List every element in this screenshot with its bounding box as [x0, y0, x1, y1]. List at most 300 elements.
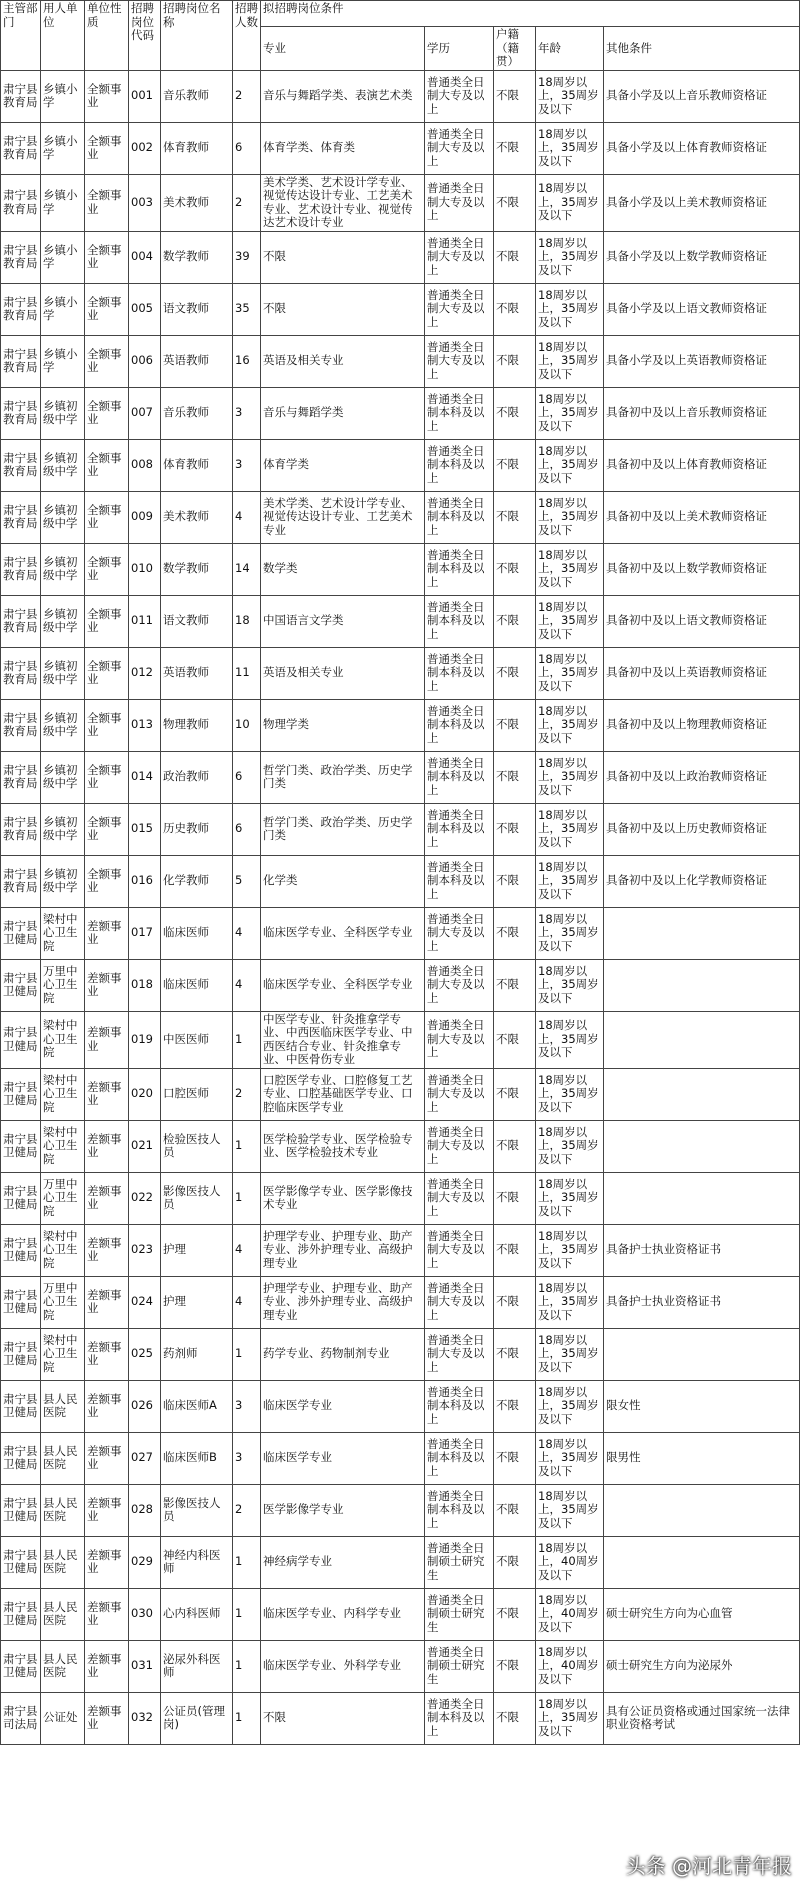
- cell-education: 普通类全日制本科及以上: [425, 1380, 494, 1432]
- cell-huji: 不限: [494, 855, 536, 907]
- cell-nature: 差额事业: [85, 959, 129, 1011]
- table-row: [1, 1484, 800, 1536]
- cell-count: 6: [233, 122, 261, 174]
- table-row: [1, 1588, 800, 1640]
- cell-age: 18周岁以上，35周岁及以下: [536, 122, 604, 174]
- cell-education: 普通类全日制本科及以上: [425, 699, 494, 751]
- cell-huji: 不限: [494, 543, 536, 595]
- cell-education: 普通类全日制本科及以上: [425, 1432, 494, 1484]
- cell-code: 020: [129, 1068, 161, 1120]
- cell-nature: 全额事业: [85, 122, 129, 174]
- cell-count: 1: [233, 1120, 261, 1172]
- cell-code: 004: [129, 231, 161, 283]
- cell-age: 18周岁以上，35周岁及以下: [536, 907, 604, 959]
- cell-code: 021: [129, 1120, 161, 1172]
- cell-huji: 不限: [494, 335, 536, 387]
- cell-age: 18周岁以上，40周岁及以下: [536, 1588, 604, 1640]
- cell-position: 临床医师: [161, 907, 233, 959]
- table-row: [1, 959, 800, 1011]
- cell-major: 体育学类、体育类: [261, 122, 425, 174]
- cell-count: 1: [233, 1536, 261, 1588]
- cell-position: 中医医师: [161, 1011, 233, 1068]
- cell-dept: 肃宁县卫健局: [1, 1172, 41, 1224]
- cell-count: 16: [233, 335, 261, 387]
- cell-nature: 全额事业: [85, 231, 129, 283]
- cell-other: 具备初中及以上语文教师资格证: [604, 595, 800, 647]
- table-row: [1, 907, 800, 959]
- cell-code: 026: [129, 1380, 161, 1432]
- cell-position: 护理: [161, 1276, 233, 1328]
- cell-education: 普通类全日制大专及以上: [425, 1224, 494, 1276]
- cell-unit: 乡镇初级中学: [41, 387, 85, 439]
- cell-position: 历史教师: [161, 803, 233, 855]
- cell-dept: 肃宁县教育局: [1, 543, 41, 595]
- cell-dept: 肃宁县教育局: [1, 335, 41, 387]
- table-row: [1, 1432, 800, 1484]
- cell-unit: 县人民医院: [41, 1588, 85, 1640]
- cell-major: 不限: [261, 283, 425, 335]
- cell-huji: 不限: [494, 1172, 536, 1224]
- cell-nature: 差额事业: [85, 1224, 129, 1276]
- header-code: 招聘岗位代码: [129, 1, 161, 71]
- table-row: [1, 751, 800, 803]
- cell-unit: 乡镇小学: [41, 122, 85, 174]
- cell-position: 音乐教师: [161, 387, 233, 439]
- cell-other: 硕士研究生方向为泌尿外: [604, 1640, 800, 1692]
- cell-age: 18周岁以上，35周岁及以下: [536, 1692, 604, 1744]
- cell-position: 护理: [161, 1224, 233, 1276]
- cell-huji: 不限: [494, 231, 536, 283]
- cell-code: 012: [129, 647, 161, 699]
- cell-code: 029: [129, 1536, 161, 1588]
- cell-age: 18周岁以上，35周岁及以下: [536, 699, 604, 751]
- cell-count: 18: [233, 595, 261, 647]
- cell-position: 临床医师B: [161, 1432, 233, 1484]
- cell-major: 体育学类: [261, 439, 425, 491]
- table-row: [1, 803, 800, 855]
- cell-education: 普通类全日制大专及以上: [425, 335, 494, 387]
- cell-code: 017: [129, 907, 161, 959]
- cell-nature: 全额事业: [85, 283, 129, 335]
- cell-count: 4: [233, 959, 261, 1011]
- cell-dept: 肃宁县卫健局: [1, 1011, 41, 1068]
- cell-other: 具备初中及以上化学教师资格证: [604, 855, 800, 907]
- cell-count: 3: [233, 387, 261, 439]
- cell-other: [604, 1484, 800, 1536]
- cell-position: 公证员(管理岗): [161, 1692, 233, 1744]
- cell-code: 007: [129, 387, 161, 439]
- cell-education: 普通类全日制本科及以上: [425, 595, 494, 647]
- cell-position: 数学教师: [161, 231, 233, 283]
- cell-major: 音乐与舞蹈学类: [261, 387, 425, 439]
- cell-unit: 万里中心卫生院: [41, 1172, 85, 1224]
- cell-huji: 不限: [494, 491, 536, 543]
- cell-dept: 肃宁县卫健局: [1, 1224, 41, 1276]
- cell-other: 硕士研究生方向为心血管: [604, 1588, 800, 1640]
- cell-huji: 不限: [494, 699, 536, 751]
- cell-age: 18周岁以上，35周岁及以下: [536, 439, 604, 491]
- cell-education: 普通类全日制本科及以上: [425, 543, 494, 595]
- cell-code: 003: [129, 174, 161, 231]
- cell-education: 普通类全日制大专及以上: [425, 70, 494, 122]
- cell-huji: 不限: [494, 1432, 536, 1484]
- cell-other: 具备小学及以上美术教师资格证: [604, 174, 800, 231]
- cell-dept: 肃宁县教育局: [1, 803, 41, 855]
- cell-dept: 肃宁县卫健局: [1, 1380, 41, 1432]
- cell-huji: 不限: [494, 122, 536, 174]
- cell-code: 028: [129, 1484, 161, 1536]
- cell-other: [604, 1068, 800, 1120]
- cell-dept: 肃宁县教育局: [1, 439, 41, 491]
- cell-count: 1: [233, 1011, 261, 1068]
- cell-age: 18周岁以上，35周岁及以下: [536, 1224, 604, 1276]
- cell-dept: 肃宁县教育局: [1, 283, 41, 335]
- cell-unit: 梁村中心卫生院: [41, 907, 85, 959]
- cell-other: 具备护士执业资格证书: [604, 1276, 800, 1328]
- cell-huji: 不限: [494, 387, 536, 439]
- cell-unit: 梁村中心卫生院: [41, 1120, 85, 1172]
- cell-code: 014: [129, 751, 161, 803]
- table-row: [1, 1068, 800, 1120]
- cell-count: 4: [233, 491, 261, 543]
- cell-education: 普通类全日制大专及以上: [425, 1172, 494, 1224]
- cell-position: 体育教师: [161, 122, 233, 174]
- cell-major: 临床医学专业、内科学专业: [261, 1588, 425, 1640]
- cell-nature: 差额事业: [85, 1692, 129, 1744]
- cell-code: 022: [129, 1172, 161, 1224]
- table-row: [1, 439, 800, 491]
- cell-huji: 不限: [494, 595, 536, 647]
- cell-education: 普通类全日制本科及以上: [425, 647, 494, 699]
- cell-education: 普通类全日制大专及以上: [425, 907, 494, 959]
- cell-position: 泌尿外科医师: [161, 1640, 233, 1692]
- cell-major: 护理学专业、护理专业、助产专业、涉外护理专业、高级护理专业: [261, 1224, 425, 1276]
- cell-nature: 差额事业: [85, 1276, 129, 1328]
- cell-count: 1: [233, 1692, 261, 1744]
- cell-education: 普通类全日制本科及以上: [425, 803, 494, 855]
- cell-count: 1: [233, 1640, 261, 1692]
- cell-major: 临床医学专业、全科医学专业: [261, 907, 425, 959]
- cell-education: 普通类全日制本科及以上: [425, 491, 494, 543]
- cell-nature: 全额事业: [85, 855, 129, 907]
- cell-dept: 肃宁县教育局: [1, 595, 41, 647]
- cell-dept: 肃宁县卫健局: [1, 1068, 41, 1120]
- cell-unit: 公证处: [41, 1692, 85, 1744]
- cell-other: 具备小学及以上体育教师资格证: [604, 122, 800, 174]
- table-row: [1, 1172, 800, 1224]
- cell-count: 2: [233, 174, 261, 231]
- cell-nature: 差额事业: [85, 907, 129, 959]
- cell-huji: 不限: [494, 1011, 536, 1068]
- table-row: [1, 1224, 800, 1276]
- table-row: [1, 1120, 800, 1172]
- cell-nature: 差额事业: [85, 1536, 129, 1588]
- cell-other: 具备小学及以上数学教师资格证: [604, 231, 800, 283]
- cell-dept: 肃宁县教育局: [1, 751, 41, 803]
- cell-count: 2: [233, 1068, 261, 1120]
- cell-age: 18周岁以上，35周岁及以下: [536, 231, 604, 283]
- cell-huji: 不限: [494, 174, 536, 231]
- cell-other: 具备初中及以上物理教师资格证: [604, 699, 800, 751]
- cell-unit: 县人民医院: [41, 1640, 85, 1692]
- table-row: [1, 595, 800, 647]
- cell-code: 005: [129, 283, 161, 335]
- cell-huji: 不限: [494, 803, 536, 855]
- cell-education: 普通类全日制本科及以上: [425, 439, 494, 491]
- cell-count: 1: [233, 1328, 261, 1380]
- cell-education: 普通类全日制本科及以上: [425, 855, 494, 907]
- cell-position: 物理教师: [161, 699, 233, 751]
- cell-nature: 差额事业: [85, 1172, 129, 1224]
- table-row: [1, 1692, 800, 1744]
- cell-age: 18周岁以上，35周岁及以下: [536, 283, 604, 335]
- cell-other: 限男性: [604, 1432, 800, 1484]
- cell-nature: 差额事业: [85, 1484, 129, 1536]
- cell-age: 18周岁以上，35周岁及以下: [536, 1011, 604, 1068]
- cell-huji: 不限: [494, 283, 536, 335]
- cell-unit: 县人民医院: [41, 1484, 85, 1536]
- cell-age: 18周岁以上，35周岁及以下: [536, 959, 604, 1011]
- cell-unit: 乡镇小学: [41, 70, 85, 122]
- cell-nature: 全额事业: [85, 595, 129, 647]
- cell-education: 普通类全日制硕士研究生: [425, 1536, 494, 1588]
- cell-nature: 差额事业: [85, 1380, 129, 1432]
- cell-other: 具备小学及以上英语教师资格证: [604, 335, 800, 387]
- cell-other: 具备初中及以上数学教师资格证: [604, 543, 800, 595]
- header-count: 招聘人数: [233, 1, 261, 71]
- cell-nature: 全额事业: [85, 174, 129, 231]
- cell-dept: 肃宁县卫健局: [1, 1484, 41, 1536]
- cell-dept: 肃宁县教育局: [1, 699, 41, 751]
- cell-unit: 梁村中心卫生院: [41, 1328, 85, 1380]
- cell-code: 024: [129, 1276, 161, 1328]
- cell-code: 027: [129, 1432, 161, 1484]
- cell-nature: 差额事业: [85, 1068, 129, 1120]
- cell-age: 18周岁以上，35周岁及以下: [536, 855, 604, 907]
- cell-age: 18周岁以上，35周岁及以下: [536, 1328, 604, 1380]
- cell-other: 具备初中及以上政治教师资格证: [604, 751, 800, 803]
- cell-age: 18周岁以上，40周岁及以下: [536, 1536, 604, 1588]
- cell-unit: 乡镇小学: [41, 283, 85, 335]
- cell-count: 2: [233, 70, 261, 122]
- header-nature: 单位性质: [85, 1, 129, 71]
- cell-unit: 县人民医院: [41, 1432, 85, 1484]
- cell-education: 普通类全日制本科及以上: [425, 1484, 494, 1536]
- cell-age: 18周岁以上，35周岁及以下: [536, 803, 604, 855]
- cell-unit: 乡镇小学: [41, 335, 85, 387]
- cell-position: 音乐教师: [161, 70, 233, 122]
- cell-count: 4: [233, 907, 261, 959]
- cell-major: 英语及相关专业: [261, 647, 425, 699]
- cell-position: 临床医师A: [161, 1380, 233, 1432]
- cell-major: 中医学专业、针灸推拿学专业、中西医临床医学专业、中西医结合专业、针灸推拿专业、中医骨伤专业: [261, 1011, 425, 1068]
- cell-education: 普通类全日制硕士研究生: [425, 1588, 494, 1640]
- cell-huji: 不限: [494, 647, 536, 699]
- cell-huji: 不限: [494, 1588, 536, 1640]
- cell-count: 35: [233, 283, 261, 335]
- cell-huji: 不限: [494, 1484, 536, 1536]
- cell-code: 008: [129, 439, 161, 491]
- cell-major: 物理学类: [261, 699, 425, 751]
- cell-other: 具备小学及以上音乐教师资格证: [604, 70, 800, 122]
- cell-major: 数学类: [261, 543, 425, 595]
- cell-major: 临床医学专业、全科医学专业: [261, 959, 425, 1011]
- table-row: [1, 1276, 800, 1328]
- cell-huji: 不限: [494, 1640, 536, 1692]
- cell-major: 临床医学专业: [261, 1380, 425, 1432]
- cell-nature: 差额事业: [85, 1640, 129, 1692]
- cell-count: 11: [233, 647, 261, 699]
- table-row: [1, 1328, 800, 1380]
- header-unit: 用人单位: [41, 1, 85, 71]
- table-row: [1, 174, 800, 231]
- cell-age: 18周岁以上，35周岁及以下: [536, 1276, 604, 1328]
- cell-huji: 不限: [494, 70, 536, 122]
- cell-dept: 肃宁县卫健局: [1, 1276, 41, 1328]
- cell-major: 美术学类、艺术设计学专业、视觉传达设计专业、工艺美术专业、艺术设计专业、视觉传达艺术设计专业: [261, 174, 425, 231]
- cell-count: 3: [233, 439, 261, 491]
- cell-code: 018: [129, 959, 161, 1011]
- cell-unit: 梁村中心卫生院: [41, 1011, 85, 1068]
- cell-count: 6: [233, 751, 261, 803]
- cell-position: 神经内科医师: [161, 1536, 233, 1588]
- table-row: [1, 1640, 800, 1692]
- cell-unit: 梁村中心卫生院: [41, 1224, 85, 1276]
- cell-nature: 全额事业: [85, 751, 129, 803]
- cell-other: 具备初中及以上美术教师资格证: [604, 491, 800, 543]
- cell-position: 英语教师: [161, 335, 233, 387]
- cell-other: [604, 1536, 800, 1588]
- cell-dept: 肃宁县卫健局: [1, 1432, 41, 1484]
- cell-dept: 肃宁县教育局: [1, 174, 41, 231]
- cell-huji: 不限: [494, 1536, 536, 1588]
- cell-major: 音乐与舞蹈学类、表演艺术类: [261, 70, 425, 122]
- cell-major: 医学检验学专业、医学检验专业、医学检验技术专业: [261, 1120, 425, 1172]
- header-major: 专业: [261, 27, 425, 71]
- cell-code: 015: [129, 803, 161, 855]
- cell-education: 普通类全日制大专及以上: [425, 122, 494, 174]
- table-row: [1, 1011, 800, 1068]
- cell-major: 医学影像学专业: [261, 1484, 425, 1536]
- cell-unit: 乡镇小学: [41, 174, 85, 231]
- cell-unit: 万里中心卫生院: [41, 1276, 85, 1328]
- cell-unit: 乡镇初级中学: [41, 751, 85, 803]
- table-row: [1, 1380, 800, 1432]
- cell-unit: 县人民医院: [41, 1380, 85, 1432]
- cell-dept: 肃宁县卫健局: [1, 907, 41, 959]
- cell-unit: 乡镇初级中学: [41, 803, 85, 855]
- cell-nature: 全额事业: [85, 335, 129, 387]
- cell-huji: 不限: [494, 1328, 536, 1380]
- cell-count: 1: [233, 1588, 261, 1640]
- cell-dept: 肃宁县教育局: [1, 855, 41, 907]
- cell-position: 美术教师: [161, 174, 233, 231]
- table-row: [1, 283, 800, 335]
- cell-age: 18周岁以上，35周岁及以下: [536, 387, 604, 439]
- cell-position: 口腔医师: [161, 1068, 233, 1120]
- cell-count: 5: [233, 855, 261, 907]
- cell-dept: 肃宁县卫健局: [1, 1588, 41, 1640]
- cell-unit: 县人民医院: [41, 1536, 85, 1588]
- cell-age: 18周岁以上，35周岁及以下: [536, 1120, 604, 1172]
- table-row: [1, 491, 800, 543]
- cell-major: 药学专业、药物制剂专业: [261, 1328, 425, 1380]
- cell-code: 006: [129, 335, 161, 387]
- cell-dept: 肃宁县卫健局: [1, 959, 41, 1011]
- cell-count: 4: [233, 1224, 261, 1276]
- cell-major: 英语及相关专业: [261, 335, 425, 387]
- cell-major: 口腔医学专业、口腔修复工艺专业、口腔基础医学专业、口腔临床医学专业: [261, 1068, 425, 1120]
- cell-age: 18周岁以上，35周岁及以下: [536, 1484, 604, 1536]
- cell-huji: 不限: [494, 439, 536, 491]
- cell-position: 化学教师: [161, 855, 233, 907]
- cell-major: 临床医学专业、外科学专业: [261, 1640, 425, 1692]
- cell-other: [604, 959, 800, 1011]
- cell-nature: 全额事业: [85, 803, 129, 855]
- cell-nature: 全额事业: [85, 699, 129, 751]
- cell-other: 具备初中及以上英语教师资格证: [604, 647, 800, 699]
- cell-nature: 全额事业: [85, 439, 129, 491]
- cell-huji: 不限: [494, 1380, 536, 1432]
- cell-dept: 肃宁县教育局: [1, 491, 41, 543]
- cell-other: [604, 1120, 800, 1172]
- cell-age: 18周岁以上，35周岁及以下: [536, 751, 604, 803]
- cell-nature: 全额事业: [85, 647, 129, 699]
- cell-age: 18周岁以上，35周岁及以下: [536, 647, 604, 699]
- cell-other: [604, 1011, 800, 1068]
- cell-education: 普通类全日制硕士研究生: [425, 1640, 494, 1692]
- cell-age: 18周岁以上，35周岁及以下: [536, 1380, 604, 1432]
- cell-age: 18周岁以上，35周岁及以下: [536, 1172, 604, 1224]
- cell-position: 临床医师: [161, 959, 233, 1011]
- cell-huji: 不限: [494, 1068, 536, 1120]
- cell-other: 限女性: [604, 1380, 800, 1432]
- header-position: 招聘岗位名称: [161, 1, 233, 71]
- cell-position: 美术教师: [161, 491, 233, 543]
- cell-age: 18周岁以上，35周岁及以下: [536, 174, 604, 231]
- cell-education: 普通类全日制大专及以上: [425, 1276, 494, 1328]
- cell-unit: 乡镇初级中学: [41, 699, 85, 751]
- table-row: [1, 855, 800, 907]
- table-body: [1, 70, 800, 1744]
- header-dept: 主管部门: [1, 1, 41, 71]
- cell-code: 001: [129, 70, 161, 122]
- cell-dept: 肃宁县卫健局: [1, 1120, 41, 1172]
- cell-code: 016: [129, 855, 161, 907]
- cell-nature: 全额事业: [85, 543, 129, 595]
- cell-unit: 乡镇初级中学: [41, 543, 85, 595]
- cell-dept: 肃宁县卫健局: [1, 1536, 41, 1588]
- cell-unit: 乡镇初级中学: [41, 439, 85, 491]
- cell-code: 032: [129, 1692, 161, 1744]
- cell-code: 030: [129, 1588, 161, 1640]
- cell-other: 具有公证员资格或通过国家统一法律职业资格考试: [604, 1692, 800, 1744]
- cell-age: 18周岁以上，35周岁及以下: [536, 1432, 604, 1484]
- header-conditions: 拟招聘岗位条件: [261, 1, 800, 27]
- cell-code: 019: [129, 1011, 161, 1068]
- cell-age: 18周岁以上，40周岁及以下: [536, 1640, 604, 1692]
- cell-major: 神经病学专业: [261, 1536, 425, 1588]
- cell-count: 14: [233, 543, 261, 595]
- cell-huji: 不限: [494, 1276, 536, 1328]
- cell-nature: 差额事业: [85, 1120, 129, 1172]
- cell-huji: 不限: [494, 751, 536, 803]
- table-row: [1, 387, 800, 439]
- cell-nature: 差额事业: [85, 1432, 129, 1484]
- table-row: [1, 335, 800, 387]
- cell-count: 10: [233, 699, 261, 751]
- cell-education: 普通类全日制大专及以上: [425, 231, 494, 283]
